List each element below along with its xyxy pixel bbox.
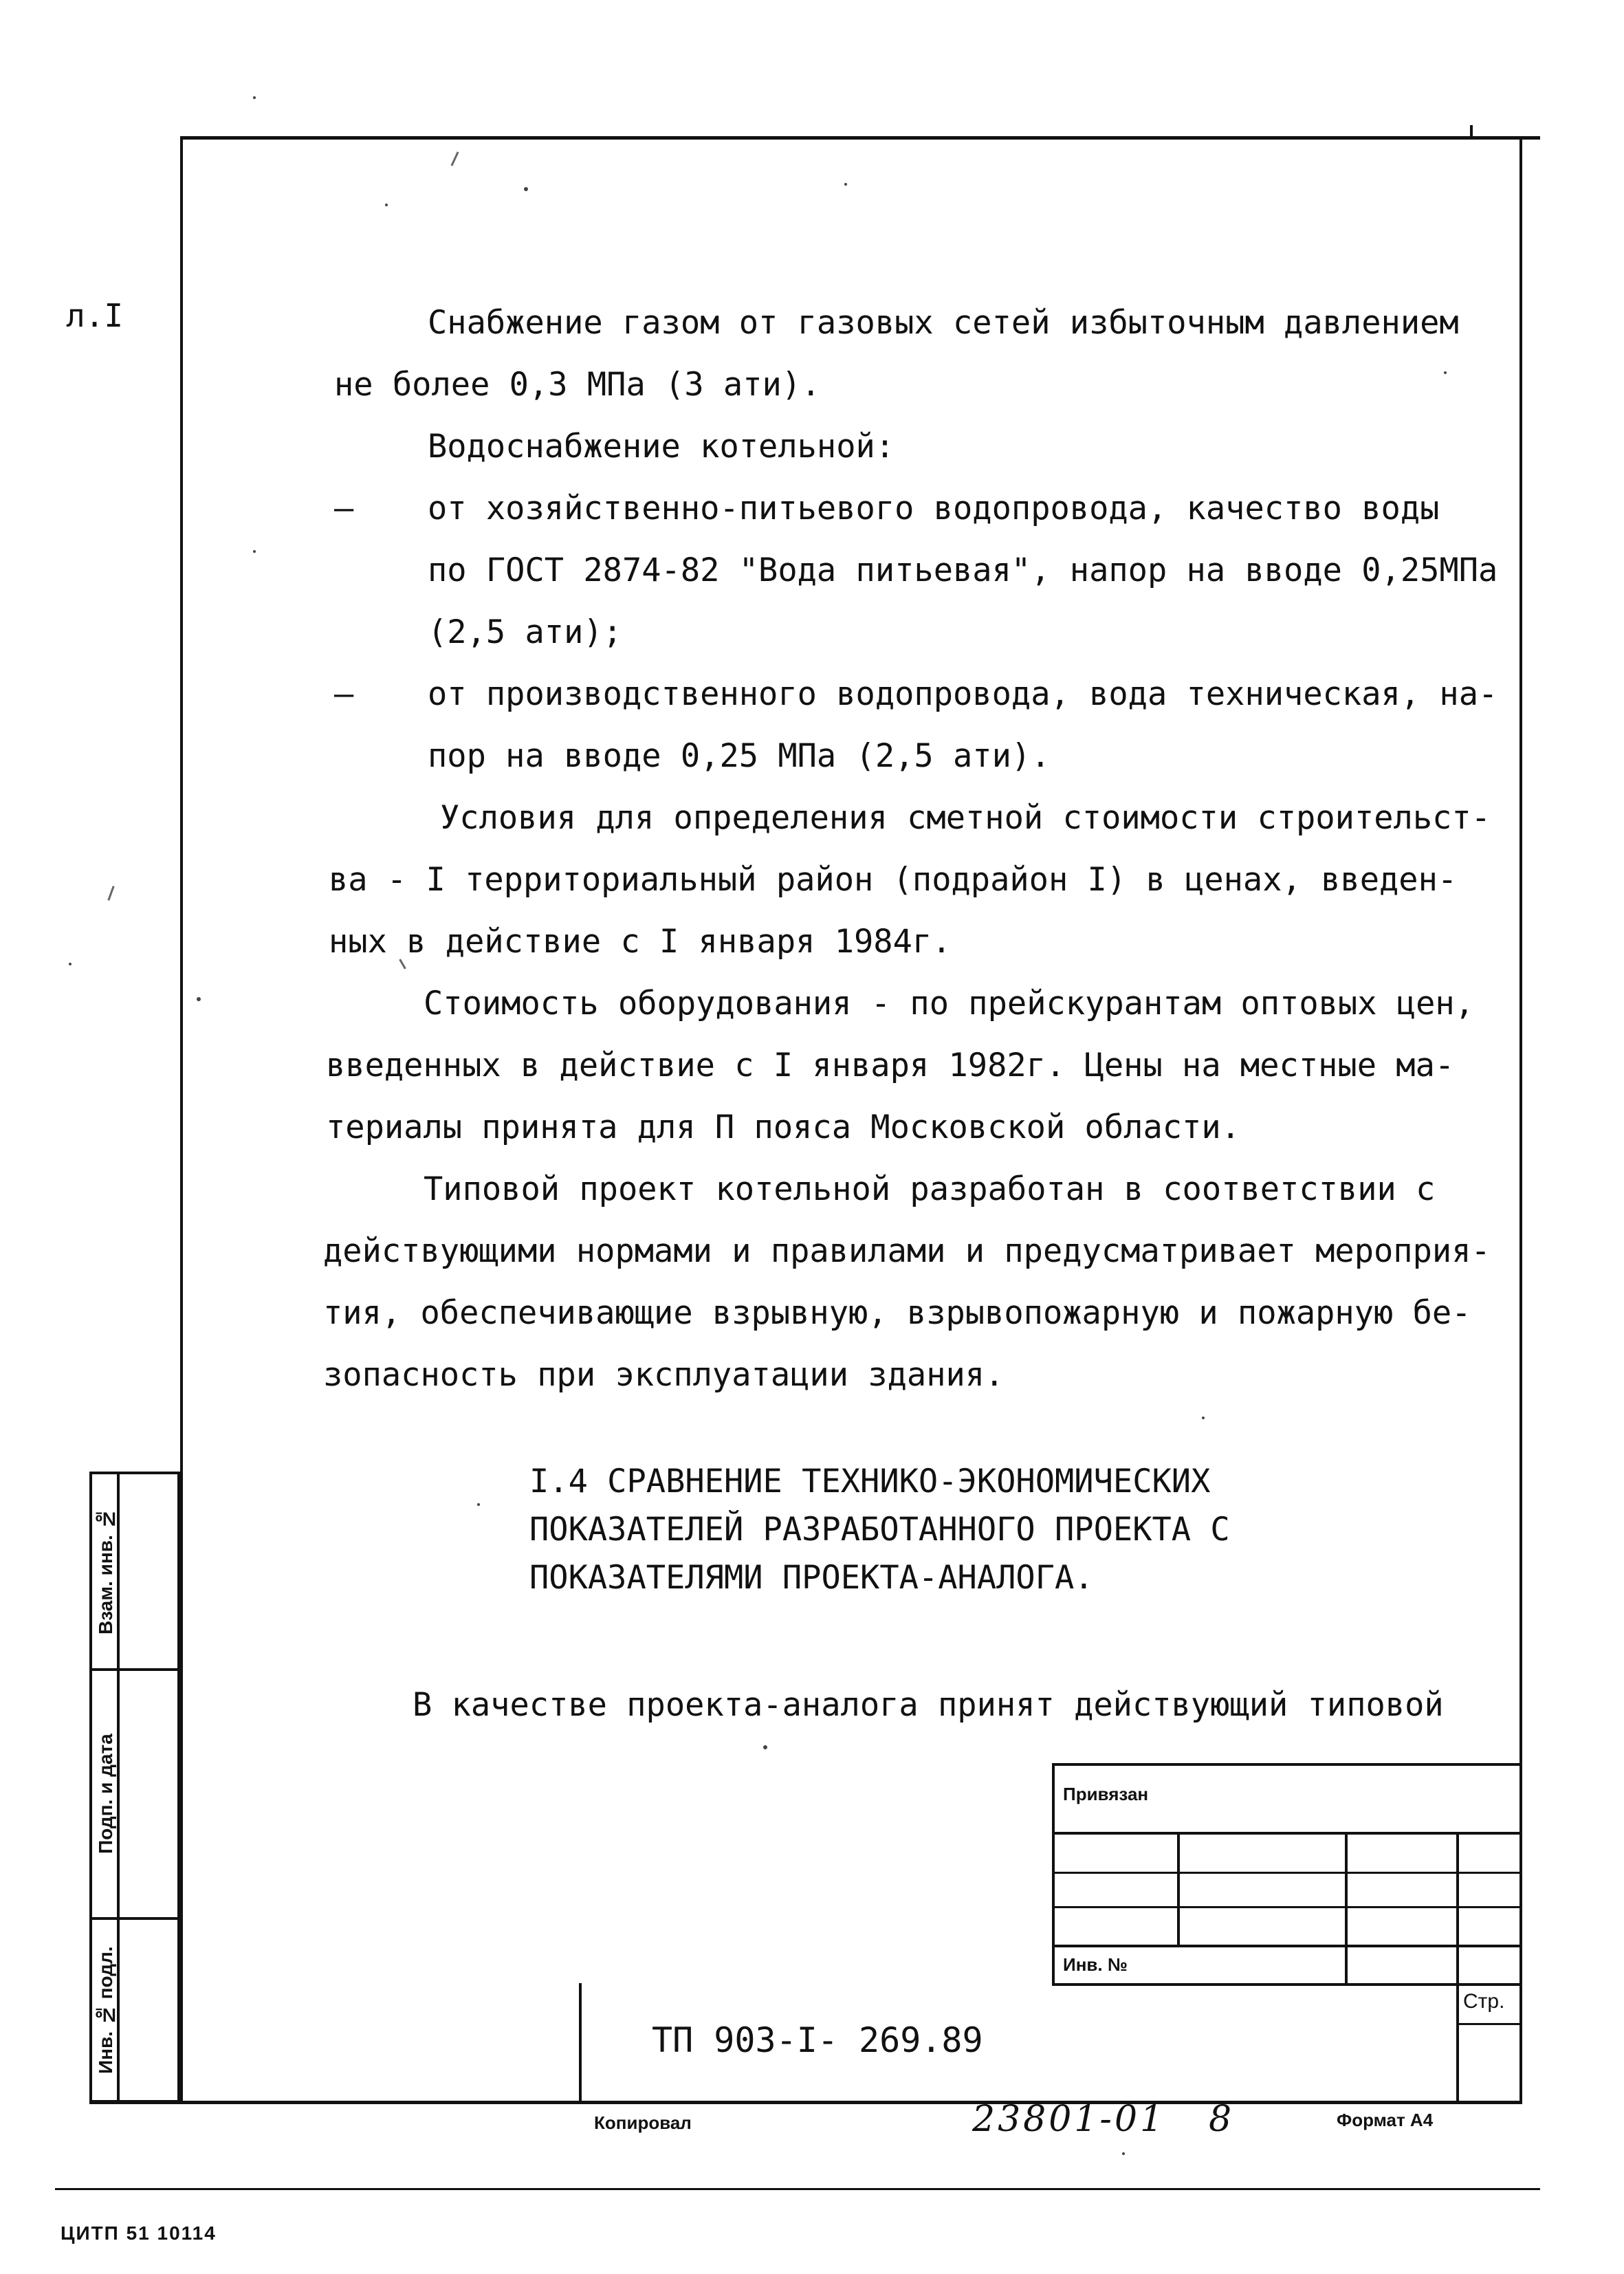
scan-speck [253,550,256,553]
paragraph-norms-line4: зопасность при эксплуатации здания. [323,1356,1005,1394]
paragraph-analog-line1: В качестве проекта-аналога принят действующий типовой [413,1686,1444,1724]
frame-bottom-border [89,2101,1522,2104]
paragraph-equipment-line2: введенных в действие с I января 1982г. Цены на местные ма- [326,1047,1455,1084]
section-heading-line1: I.4 СРАВНЕНИЕ ТЕХНИКО-ЭКОНОМИЧЕСКИХ [529,1463,1211,1500]
privyazan-label: Привязан [1063,1784,1149,1804]
bullet-mark: – [334,675,354,713]
scan-tick [107,886,114,901]
scan-speck [1202,1417,1205,1419]
paragraph-equipment-line1: Стоимость оборудования - по прейскурантам оптовых цен, [424,985,1475,1023]
scan-speck [477,1503,480,1506]
frame-left-border [180,138,183,2103]
scan-speck [385,204,388,206]
side-cell-podp [89,1668,180,1920]
side-label-podp-data: Подп. и дата [95,1734,116,1855]
paragraph-cost-line1: Условия для определения сметной стоимости строительст- [440,799,1491,837]
sheet-number: 8 [1209,2099,1235,2140]
footer-rule [55,2188,1540,2190]
scan-speck [763,1745,767,1749]
printer-code: ЦИТП 51 10114 [61,2222,217,2244]
paragraph-norms-line3: тия, обеспечивающие взрывную, взрывопожарную и пожарную бе- [323,1294,1471,1332]
bullet1-line3: (2,5 ати); [428,613,622,651]
scan-speck [1444,371,1447,374]
bullet-mark: – [334,490,354,527]
inventory-no-label: Инв. № [1063,1954,1128,1975]
scan-speck [524,187,528,191]
side-label-vzam-inv: Взам. инв. № [95,1508,116,1635]
corner-mark [1470,125,1473,138]
side-stamp [89,1472,180,2103]
copied-by-label: Копировал [594,2112,692,2133]
page-label: Стр. [1463,1990,1505,2013]
frame-right-border [1519,138,1522,2103]
scan-speck [1122,2152,1125,2155]
frame-top-border [180,136,1540,140]
side-label-inv-podl: Инв. № подл. [95,1946,116,2074]
paragraph-cost-line2: ва - I территориальный район (подрайон I) в ценах, введен- [329,861,1458,899]
bullet2-line1: от производственного водопровода, вода техническая, на- [428,675,1498,713]
scan-speck [844,183,847,186]
water-supply-heading: Водоснабжение котельной: [428,428,895,466]
section-heading-line3: ПОКАЗАТЕЛЯМИ ПРОЕКТА-АНАЛОГА. [529,1559,1094,1597]
paragraph-cost-line3: ных в действие с I января 1984г. [329,923,952,961]
order-number: 23801-01 [972,2099,1166,2140]
paragraph-equipment-line3: териалы принята для П пояса Московской области. [326,1108,1240,1146]
format-label: Формат А4 [1337,2110,1434,2130]
bullet1-line1: от хозяйственно-питьевого водопровода, качество воды [428,490,1440,527]
scan-tick [450,151,459,166]
scan-speck [197,997,201,1001]
bullet2-line2: пор на вводе 0,25 МПа (2,5 ати). [428,737,1051,775]
paragraph-norms-line1: Типовой проект котельной разработан в соответствии с [424,1170,1436,1208]
paragraph-gas-line1: Снабжение газом от газовых сетей избыточным давлением [428,304,1459,342]
side-cell-vzam [89,1472,180,1671]
scan-speck [69,963,72,965]
side-cell-inv-podl [89,1917,180,2103]
bullet1-line2: по ГОСТ 2874-82 "Вода питьевая", напор на вводе 0,25МПа [428,551,1498,589]
section-heading-line2: ПОКАЗАТЕЛЕЙ РАЗРАБОТАННОГО ПРОЕКТА С [529,1511,1230,1549]
paragraph-norms-line2: действующими нормами и правилами и предусматривает мероприя- [323,1232,1491,1270]
paragraph-gas-line2: не более 0,3 МПа (3 ати). [334,366,821,404]
document-code: ТП 903-I- 269.89 [652,2020,983,2060]
scan-speck [253,96,256,99]
sheet-reference: л.I [66,297,124,334]
